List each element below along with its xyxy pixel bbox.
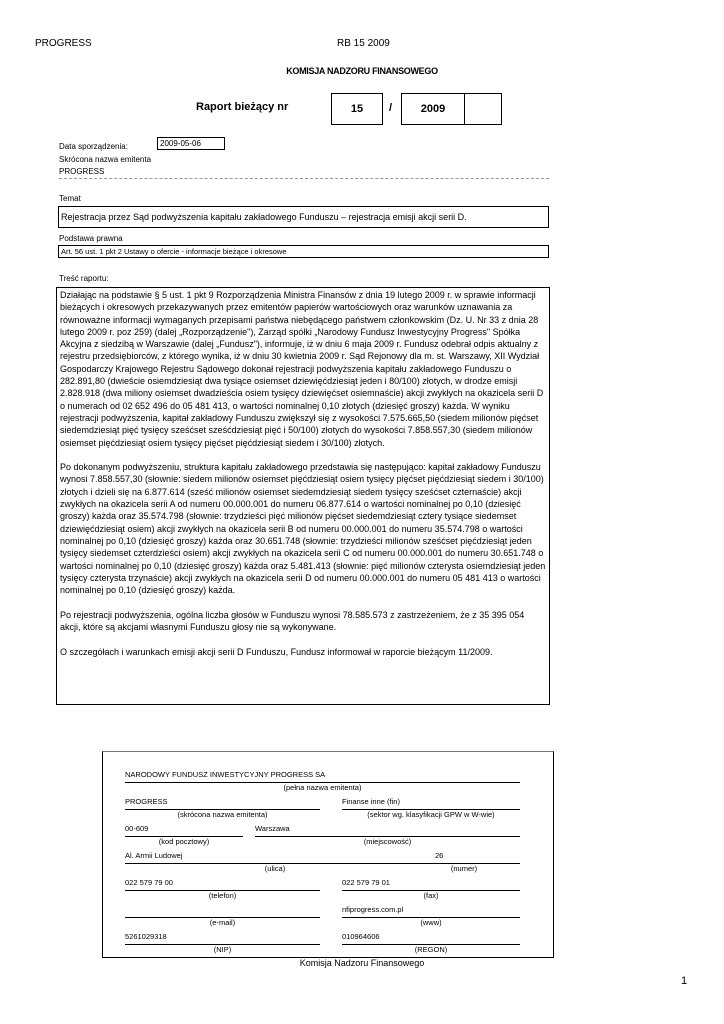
issuer-www-caption: (www) <box>420 918 442 927</box>
content-label: Treść raportu: <box>59 274 109 283</box>
date-label: Data sporządzenia: <box>59 142 128 151</box>
topic-value: Rejestracja przez Sąd podwyższenia kapitału zakładowego Funduszu – rejestracja emisji akcji serii D. <box>58 206 549 228</box>
issuer-sector-caption: (sektor wg. klasyfikacji GPW w W-wie) <box>367 810 495 819</box>
legal-basis-label: Podstawa prawna <box>59 234 123 243</box>
short-name-value: PROGRESS <box>59 167 105 176</box>
issuer-phone: 022 579 79 00 <box>125 878 173 887</box>
content-paragraph-4: O szczegółach i warunkach emisji akcji serii D Funduszu, Fundusz informował w raporcie bieżącym 11/2009. <box>60 646 493 657</box>
header-company: PROGRESS <box>35 38 92 49</box>
divider <box>59 178 549 179</box>
issuer-city-caption: (miejscowość) <box>363 837 412 846</box>
issuer-short-name: PROGRESS <box>125 797 168 806</box>
content-paragraph-3: Po rejestracji podwyższenia, ogólna liczba głosów w Funduszu wynosi 78.585.573 z zastrzeżeniem, że z 35 395 054 akcji, które są akcjami własnymi Funduszu głosy nie są wykonywane. <box>60 609 525 633</box>
report-separator: / <box>389 102 393 114</box>
issuer-street-caption: (ulica) <box>264 864 286 873</box>
issuer-full-name-caption: (pełna nazwa emitenta) <box>283 783 362 792</box>
content-paragraph-1: Działając na podstawie § 5 ust. 1 pkt 9 Rozporządzenia Ministra Finansów z dnia 19 lutego 2009 r. w sprawie informacji bieżących i okresowych przekazywanych przez emitentów papierów wartościowych oraz warunków uznawania za równoważne informacji wymaganych przepisami państwa niebędącego państwem członkowskim (Dz. U. Nr 33 z dnia 28 lutego 2009 r. poz 259) (dalej „Rozporządzenie"), Zarząd spółki „Narodowy Fundusz Inwestycyjny Progress" Spółka Akcyjna z siedzibą w Warszawie (dalej „Fundusz"), informuje, iż w dniu 6 maja 2009 r. Fundusz odebrał odpis aktualny z rejestru przedsiębiorców, z którego wynika, iż w dniu 30 kwietnia 2009 r. Sąd Rejonowy dla m. st. Warszawy, XII Wydział Gospodarczy Krajowego Rejestru Sądowego dokonał rejestracji podwyższenia kapitału zakładowego Funduszu o 282.891,80 (dwieście osiemdziesiąt dwa tysiące osiemset dziewięćdziesiąt jeden i 80/100) złotych, w drodze emisji 2.828.918 (dwa miliony osiemset dwadzieścia osiem tysięcy dziewięćset osiemnaście) akcji zwykłych na okazicela serii D o numerach od 02 652 496 do 05 481 413, o wartości nominalnej 0,10 złotych (dziesięć groszy) każda. W wyniku rejestracji podwyższenia, kapitał zakładowy Funduszu zwiększył się z wysokości 7.575.665,50 (siedem milionów pięćset siedemdziesiąt pięć tysięcy sześćset sześćdziesiąt pięć i 50/100) złotych do wysokości 7.858.557,30 (siedem milionów osiemset pięćdziesiąt osiem tysięcy pięćset pięćdziesiąt siedem i 30/100) złotych. <box>60 290 544 448</box>
issuer-street: Al. Armii Ludowej <box>125 851 183 860</box>
content-paragraph-2: Po dokonanym podwyższeniu, struktura kapitału zakładowego przedstawia się następująco: kapitał zakładowy Funduszu wynosi 7.858.557,30 (słownie: siedem milionów osiemset pięćdziesiąt osiem tysięcy pięćset pięćdziesiąt siedem i 30/100) złotych i dzieli się na 6.877.614 (sześć milionów osiemset siedemdziesiąt siedem tysięcy sześćset czternaście) akcji zwykłych na okazicela serii A od numeru 00.000.001 do numeru 06.877.614 o wartości nominalnej po 0,10 (dziesięć groszy) każda oraz 35.574.798 (słownie: trzydzieści pięć milionów pięćset siedemdziesiąt cztery tysiące siedemset dziewięćdziesiąt osiem) akcji zwykłych na okazicela serii B od numeru 00.000.001 do numeru 35.574.798 o wartości nominalnej po 0,10 (dziesięć groszy) każda oraz 30.651.748 (słownie: trzydzieści milionów sześćset pięćdziesiąt jeden tysięcy siedemset czterdzieści osiem) akcji zwykłych na okazicela serii C od numeru 00.000.001 do numeru 30.651.748 o wartości nominalnej po 0,10 (dziesięć groszy) każda oraz 5.481.413 (słownie: pięć milionów czterysta osiemdziesiąt jeden tysięcy czterysta trzynaście) akcji zwykłych na okazicela serii D od numeru 00.000.001 do numeru 05 481 413 o wartości nominalnej po 0,10 (dziesięć groszy) każda. <box>60 462 546 596</box>
issuer-regon: 010964606 <box>342 932 380 941</box>
issuer-short-name-caption: (skrócona nazwa emitenta) <box>177 810 268 819</box>
issuer-number-caption: (numer) <box>450 864 478 873</box>
topic-label: Temat <box>59 194 81 203</box>
issuer-street-number: 26 <box>435 851 444 860</box>
report-number-box: 15 <box>331 93 383 125</box>
report-title: Raport bieżący nr <box>196 101 289 113</box>
footer-authority: Komisja Nadzoru Finansowego <box>299 958 425 968</box>
date-value: 2009-05-06 <box>157 137 225 150</box>
issuer-fax-caption: (fax) <box>423 891 439 900</box>
issuer-www: nfiprogress.com.pl <box>342 905 404 914</box>
short-name-label: Skrócona nazwa emitenta <box>59 155 152 164</box>
issuer-phone-caption: (telefon) <box>208 891 237 900</box>
issuer-postal-code: 00-609 <box>125 824 149 833</box>
authority-title: KOMISJA NADZORU FINANSOWEGO <box>286 66 438 76</box>
issuer-city: Warszawa <box>255 824 290 833</box>
legal-basis-value: Art. 56 ust. 1 pkt 2 Ustawy o ofercie - informacje bieżące i okresowe <box>58 245 549 258</box>
issuer-sector: Finanse inne (fin) <box>342 797 400 806</box>
report-content <box>56 287 550 705</box>
issuer-postal-caption: (kod pocztowy) <box>158 837 210 846</box>
issuer-nip-caption: (NIP) <box>213 945 232 954</box>
issuer-regon-caption: (REGON) <box>414 945 448 954</box>
issuer-details-box <box>102 751 554 958</box>
issuer-fax: 022 579 79 01 <box>342 878 390 887</box>
page-number: 1 <box>681 975 688 987</box>
issuer-full-name: NARODOWY FUNDUSZ INWESTYCYJNY PROGRESS SA <box>125 770 326 779</box>
issuer-nip: 5261029318 <box>125 932 167 941</box>
report-year-box: 2009 <box>401 93 465 125</box>
issuer-email-caption: (e-mail) <box>209 918 236 927</box>
header-report-ref: RB 15 2009 <box>337 38 390 49</box>
report-extra-box <box>464 93 502 125</box>
report-number-row <box>0 93 724 125</box>
